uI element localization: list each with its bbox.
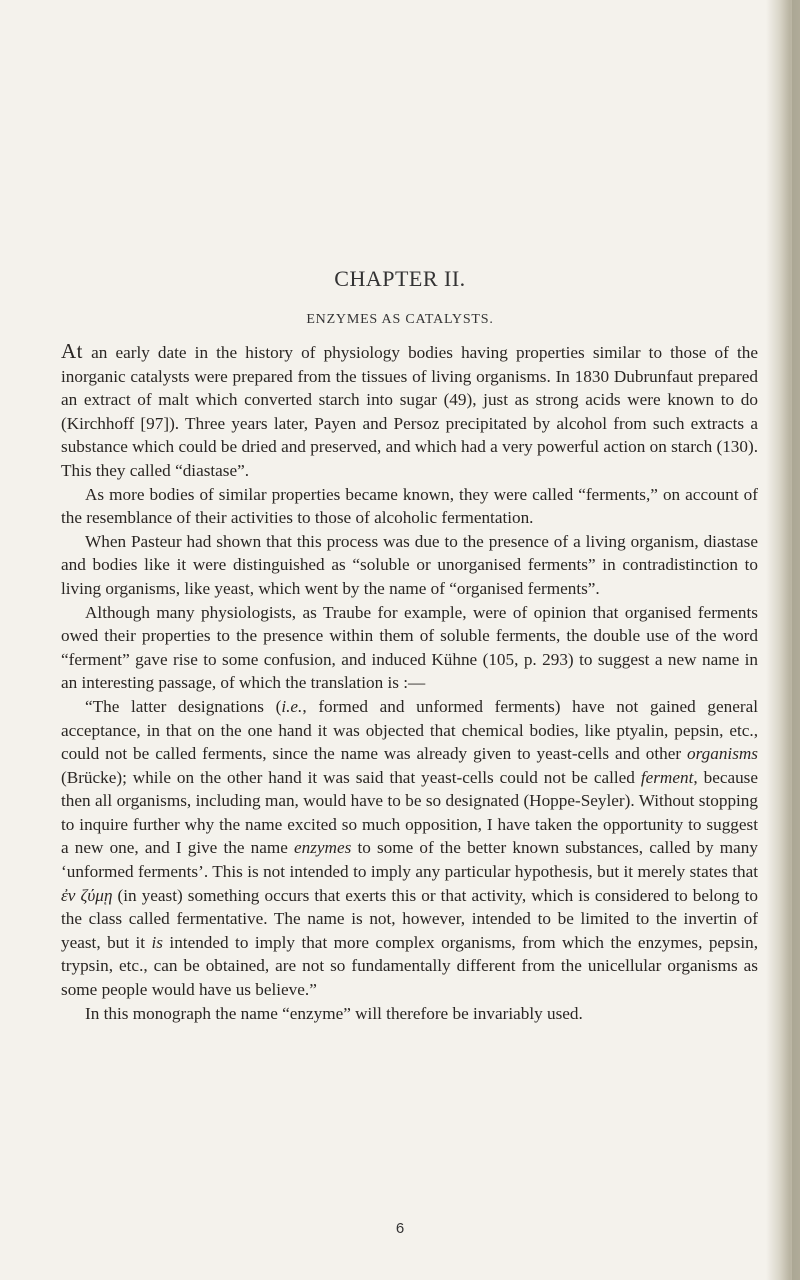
- quote-italic-is: is: [151, 932, 163, 952]
- quote-part-4: , because then all organisms, including man, would have to be so designated (Hoppe-Seyler). Without stopping to inquire further why the name excited so much opposition, I have taken the opportunity to suggest a new one, and I give the name: [61, 767, 758, 858]
- paragraph-2: As more bodies of similar properties became known, they were called “ferments,” on account of the resemblance of their activities to those of alcoholic fermentation.: [61, 484, 758, 528]
- section-title: ENZYMES AS CATALYSTS.: [306, 312, 494, 327]
- body-text: [61, 340, 758, 1025]
- quote-italic-organisms: organisms: [687, 744, 758, 764]
- quote-part-1: “The latter designations (: [85, 696, 282, 716]
- paragraph-4: Although many physiologists, as Traube for example, were of opinion that organised ferments owed their properties to the presence within them of soluble ferments, the double use of the word “ferment” gave rise to some confusion, and induced Kühne (105, p. 293) to suggest a new name in an interesting passage, of which the translation is :—: [61, 602, 758, 693]
- paragraph-lead-word: At: [61, 339, 83, 363]
- quote-part-3: (Brücke); while on the other hand it was said that yeast-cells could not be called: [61, 767, 641, 787]
- paragraph-3: When Pasteur had shown that this process was due to the presence of a living organism, diastase and bodies like it were distinguished as “soluble or unorganised ferments” in contradistinction to living organisms, like yeast, which went by the name of “organised ferments”.: [61, 531, 758, 598]
- quote-italic-enzymes: enzymes: [294, 838, 352, 858]
- quote-part-5: to some of the better known substances, called by many ‘unformed ferments’. This is not intended to imply any particular hypothesis, but it merely states that: [61, 838, 758, 882]
- quotation-paragraph: [61, 695, 758, 1002]
- paragraph-final: In this monograph the name “enzyme” will therefore be invariably used.: [85, 1003, 583, 1023]
- paragraph-1-text: an early date in the history of physiology bodies having properties similar to those of the inorganic catalysts were prepared from the tissues of living organisms. In 1830 Dubrunfaut prepared an extract of malt which converted starch into sugar (49), just as strong acids were known to do (Kirchhoff [97]). Three years later, Payen and Persoz precipitated by alcohol from such extracts a substance which could be dried and preserved, and which had a very powerful action on starch (130). This they called “diastase”.: [61, 343, 758, 480]
- quote-italic-ie: i.e.: [281, 696, 303, 716]
- quote-greek-phrase: ἐν ζύμῃ: [61, 885, 113, 905]
- paragraph-1: [61, 340, 758, 483]
- quote-italic-ferment: ferment: [640, 767, 694, 787]
- quote-part-6: (in yeast) something occurs that exerts this or that activity, which is considered to belong to the class called fermentative. The name is not, however, intended to be limited to the invertin of yeast, but it: [61, 885, 758, 952]
- quote-part-2: , formed and unformed ferments) have not gained general acceptance, in that on the one hand it was objected that chemical bodies, like ptyalin, pepsin, etc., could not be called ferments, since the name was already given to yeast-cells and other: [61, 696, 759, 764]
- page-number: 6: [395, 1220, 405, 1237]
- quote-part-7: intended to imply that more complex organisms, from which the enzymes, pepsin, trypsin, etc., can be obtained, are not so fundamentally different from the unicellular organisms as some people would have us believe.”: [61, 932, 758, 1000]
- chapter-title: CHAPTER II.: [334, 266, 466, 291]
